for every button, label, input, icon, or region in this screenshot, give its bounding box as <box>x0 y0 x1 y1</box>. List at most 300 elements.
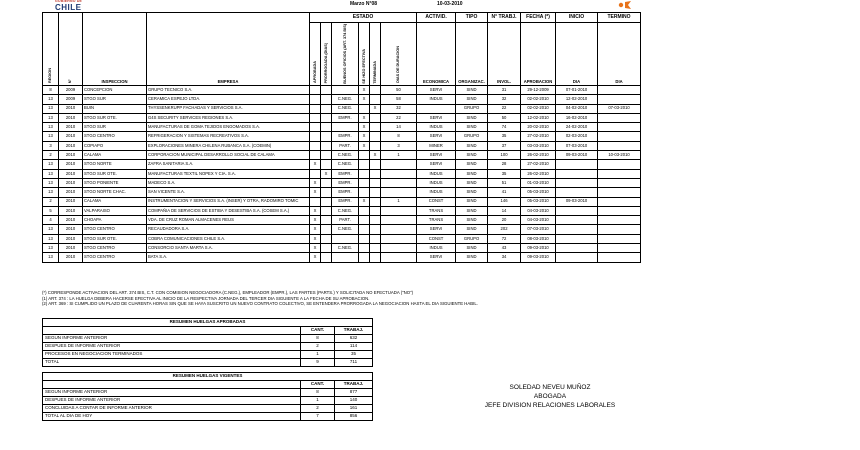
summary-cell-cant: 7 <box>301 413 335 421</box>
cell-efectiva <box>359 151 370 160</box>
cell-dias <box>381 169 417 178</box>
summary-row <box>43 405 373 413</box>
cell-efectiva <box>359 244 370 253</box>
cell-prorrogada <box>321 253 332 262</box>
cell-terminada <box>370 141 381 150</box>
cell-region: 13 <box>43 188 59 197</box>
summary-table-approved <box>42 318 373 367</box>
summary-cell-cant: 1 <box>301 397 335 405</box>
table-row <box>43 151 641 160</box>
cell-fecha-aprobacion: 09-03-2010 <box>521 253 556 262</box>
cell-empresa: G4S SECURITY SERVICES REGIONES S.A. <box>147 113 310 122</box>
cell-empresa: MANUFACTURAS TEXTIL NOPEX Y CIA. S.A. <box>147 169 310 178</box>
table-row <box>43 253 641 262</box>
cell-inicio <box>556 178 598 187</box>
cell-region: 2 <box>43 151 59 160</box>
cell-region: 5 <box>43 206 59 215</box>
summary-table-effective <box>42 372 373 421</box>
summary-cell-label: DESPUES DE INFORME ANTERIOR <box>43 397 301 405</box>
cell-termino <box>598 206 641 215</box>
cell-buenos-oficios <box>332 86 359 95</box>
cell-efectiva: X <box>359 123 370 132</box>
cell-inicio: 02-03-2010 <box>556 132 598 141</box>
table-row <box>43 216 641 225</box>
summary-row <box>43 359 373 367</box>
col-header-inspeccion: INSPECCION <box>83 13 147 86</box>
cell-inicio: 09-03-2010 <box>556 151 598 160</box>
cell-buenos-oficios: PART. <box>332 216 359 225</box>
cell-trab: 34 <box>488 253 521 262</box>
cell-num: 2010 <box>59 141 83 150</box>
cell-fecha-aprobacion: 12-02-2010 <box>521 113 556 122</box>
cell-inicio: 24-02-2010 <box>556 123 598 132</box>
table-row <box>43 188 641 197</box>
cell-trab: 50 <box>488 113 521 122</box>
cell-empresa: MADECO S.A. <box>147 178 310 187</box>
cell-dias <box>381 206 417 215</box>
cell-region: 13 <box>43 132 59 141</box>
cell-trab: 35 <box>488 169 521 178</box>
cell-terminada <box>370 178 381 187</box>
cell-efectiva <box>359 206 370 215</box>
cell-inspeccion: CALAMA <box>83 151 147 160</box>
cell-inicio <box>556 225 598 234</box>
cell-fecha-aprobacion: 04-03-2010 <box>521 206 556 215</box>
summary-cell-cant: 8 <box>301 335 335 343</box>
cell-efectiva <box>359 160 370 169</box>
table-row <box>43 141 641 150</box>
cell-aprobada: X <box>310 244 321 253</box>
cell-dias <box>381 188 417 197</box>
cell-buenos-oficios: EMPR. <box>332 169 359 178</box>
cell-fecha-aprobacion: 27-02-2010 <box>521 132 556 141</box>
cell-inicio: 16-02-2010 <box>556 113 598 122</box>
cell-prorrogada <box>321 113 332 122</box>
cell-prorrogada <box>321 244 332 253</box>
cell-prorrogada <box>321 123 332 132</box>
cell-dias <box>381 244 417 253</box>
cell-tipo: GRUPO <box>456 132 488 141</box>
cell-fecha-aprobacion: 09-03-2010 <box>521 244 556 253</box>
cell-dias <box>381 234 417 243</box>
summary-cell-label: TOTAL AL DIA DE HOY <box>43 413 301 421</box>
cell-inicio: 04-02-2010 <box>556 104 598 113</box>
cell-inicio: 09-03-2010 <box>556 197 598 206</box>
cell-buenos-oficios: C.NEG. <box>332 151 359 160</box>
cell-trab: 100 <box>488 151 521 160</box>
cell-empresa: THYSSENKRUPP FACHADAS Y SERVICIOS S.A. <box>147 104 310 113</box>
subcol-prorrogada: PRORROGADA (DIAS) <box>321 23 332 86</box>
cell-dias: 22 <box>381 113 417 122</box>
summary-row <box>43 351 373 359</box>
cell-prorrogada <box>321 132 332 141</box>
cell-trab: 146 <box>488 197 521 206</box>
cell-fecha-aprobacion: 07-03-2010 <box>521 225 556 234</box>
cell-tipo: SIND <box>456 86 488 95</box>
subcol-invol: INVOL. <box>488 23 521 86</box>
summary-row <box>43 413 373 421</box>
summary-cell-trab: 140 <box>335 397 373 405</box>
cell-aprobada <box>310 197 321 206</box>
summary-effective-spacer <box>43 381 301 389</box>
cell-empresa: ZAFRA SANITARIA S.A. <box>147 160 310 169</box>
cell-region: 4 <box>43 216 59 225</box>
cell-trab: 32 <box>488 95 521 104</box>
cell-termino <box>598 95 641 104</box>
cell-termino <box>598 197 641 206</box>
cell-inspeccion: CALAMA <box>83 197 147 206</box>
cell-inicio: 12-02-2010 <box>556 95 598 104</box>
summary-row <box>43 343 373 351</box>
cell-region: 13 <box>43 225 59 234</box>
cell-actividad: SERVI <box>417 113 456 122</box>
cell-empresa: CONSORCIO SANTA MARTA S.A. <box>147 244 310 253</box>
cell-efectiva <box>359 253 370 262</box>
cell-terminada <box>370 169 381 178</box>
cell-region: 13 <box>43 104 59 113</box>
cell-fecha-aprobacion: 05-03-2010 <box>521 188 556 197</box>
cell-num: 2010 <box>59 132 83 141</box>
subcol-terminada: TERMINADA <box>370 23 381 86</box>
summary-row <box>43 335 373 343</box>
cell-termino <box>598 123 641 132</box>
cell-actividad: MINER <box>417 141 456 150</box>
cell-fecha-aprobacion: 03-03-2010 <box>521 141 556 150</box>
cell-actividad: INDUS <box>417 169 456 178</box>
cell-actividad: CONST <box>417 197 456 206</box>
cell-inspeccion: STGO NORTE CHAC. <box>83 188 147 197</box>
cell-num: 2010 <box>59 169 83 178</box>
cell-termino <box>598 244 641 253</box>
summary-cell-label: TOTAL <box>43 359 301 367</box>
cell-efectiva: X <box>359 86 370 95</box>
cell-trab: 28 <box>488 160 521 169</box>
cell-actividad: INDUS <box>417 244 456 253</box>
signature-block <box>450 383 650 410</box>
cell-tipo: SIND <box>456 95 488 104</box>
table-row <box>43 86 641 95</box>
cell-actividad: INDUS <box>417 178 456 187</box>
logo-text-chile: CHILE <box>55 2 82 12</box>
cell-num: 2010 <box>59 216 83 225</box>
cell-buenos-oficios: C.NEG. <box>332 244 359 253</box>
cell-region: 3 <box>43 141 59 150</box>
summary-approved-spacer <box>43 327 301 335</box>
cell-prorrogada <box>321 141 332 150</box>
cell-num: 2010 <box>59 151 83 160</box>
col-header-actividad: ACTIVID. <box>417 13 456 23</box>
cell-aprobada: X <box>310 234 321 243</box>
cell-buenos-oficios <box>332 123 359 132</box>
cell-region: 13 <box>43 160 59 169</box>
cell-dias: 8 <box>381 132 417 141</box>
cell-trab: 20 <box>488 216 521 225</box>
table-row <box>43 225 641 234</box>
cell-dias <box>381 178 417 187</box>
signature-name: SOLEDAD NEVEU MUÑOZ <box>509 384 591 391</box>
summary-cell-label: DESPUES DE INFORME ANTERIOR <box>43 343 301 351</box>
cell-fecha-aprobacion: 29-12-2009 <box>521 86 556 95</box>
cell-fecha-aprobacion: 01-03-2010 <box>521 178 556 187</box>
cell-aprobada: X <box>310 160 321 169</box>
cell-termino <box>598 225 641 234</box>
cell-buenos-oficios <box>332 234 359 243</box>
cell-num: 2010 <box>59 244 83 253</box>
cell-aprobada <box>310 113 321 122</box>
cell-prorrogada <box>321 234 332 243</box>
cell-region: 13 <box>43 169 59 178</box>
cell-trab: 202 <box>488 225 521 234</box>
cell-trab: 43 <box>488 244 521 253</box>
cell-prorrogada <box>321 216 332 225</box>
cell-inspeccion: VALPARAISO <box>83 206 147 215</box>
cell-inicio: 07-03-2010 <box>556 141 598 150</box>
cell-termino <box>598 188 641 197</box>
cell-aprobada <box>310 123 321 132</box>
cell-terminada <box>370 160 381 169</box>
summary-effective-title: RESUMEN HUELGAS VIGENTES <box>43 373 373 381</box>
cell-termino <box>598 141 641 150</box>
cell-efectiva <box>359 104 370 113</box>
cell-terminada: X <box>370 104 381 113</box>
cell-prorrogada <box>321 95 332 104</box>
table-row <box>43 95 641 104</box>
cell-inicio <box>556 244 598 253</box>
signature-role: ABOGADA <box>533 393 567 400</box>
cell-terminada <box>370 132 381 141</box>
cell-trab: 14 <box>488 206 521 215</box>
cell-tipo: SIND <box>456 225 488 234</box>
cell-prorrogada <box>321 178 332 187</box>
cell-empresa: SAN VICENTE S.A. <box>147 188 310 197</box>
cell-inspeccion: STGO SUR OTE. <box>83 234 147 243</box>
col-header-empresa: EMPRESA <box>147 13 310 86</box>
cell-dias: 50 <box>381 86 417 95</box>
report-date: 10-03-2010 <box>437 1 463 7</box>
cell-actividad: INDUS <box>417 95 456 104</box>
cell-trab: 22 <box>488 104 521 113</box>
table-row <box>43 160 641 169</box>
table-row <box>43 234 641 243</box>
cell-region: 13 <box>43 123 59 132</box>
cell-terminada <box>370 216 381 225</box>
cell-prorrogada <box>321 104 332 113</box>
cell-aprobada: X <box>310 253 321 262</box>
cell-buenos-oficios: PART. <box>332 141 359 150</box>
footnotes <box>42 290 512 307</box>
cell-efectiva: X <box>359 132 370 141</box>
cell-empresa: COMPAÑIA DE SERVICIOS DE ESTIBA Y DESESTIBA S.A. (COSEM S.A.) <box>147 206 310 215</box>
cell-prorrogada <box>321 206 332 215</box>
cell-fecha-aprobacion: 02-02-2010 <box>521 104 556 113</box>
cell-efectiva <box>359 178 370 187</box>
cell-fecha-aprobacion: 26-02-2010 <box>521 151 556 160</box>
report-number: Marzo N°08 <box>350 1 378 7</box>
cell-tipo: SIND <box>456 253 488 262</box>
cell-region: 8 <box>43 86 59 95</box>
cell-fecha-aprobacion: 05-03-2010 <box>521 197 556 206</box>
cell-inicio <box>556 206 598 215</box>
cell-terminada <box>370 197 381 206</box>
col-header-num: N° <box>59 13 83 86</box>
cell-actividad: SERVI <box>417 86 456 95</box>
cell-fecha-aprobacion: 02-02-2010 <box>521 95 556 104</box>
cell-inicio <box>556 160 598 169</box>
cell-region: 13 <box>43 253 59 262</box>
cell-inspeccion: COPIAPO <box>83 141 147 150</box>
footnote-3: (2) ART. 369 : SI CUMPLIDO UN PLAZO DE CUARENTA HORAS SIN QUE SE HAYA SUSCRITO UN NUEVO CONTRATO COLECTIVO, SE ENTENDERA PRORROGADA LA NEGOCIACION HASTA EL DIA SIGUIENTE HABIL. <box>42 301 478 306</box>
summary-approved-col-cant: CANT. <box>301 327 335 335</box>
cell-prorrogada <box>321 86 332 95</box>
cell-buenos-oficios: C.NEG. <box>332 104 359 113</box>
cell-buenos-oficios <box>332 253 359 262</box>
cell-terminada <box>370 244 381 253</box>
cell-terminada <box>370 206 381 215</box>
summary-effective-col-trab: TRABAJ. <box>335 381 373 389</box>
cell-aprobada <box>310 95 321 104</box>
summary-cell-label: SEGUN INFORME ANTERIOR <box>43 389 301 397</box>
cell-tipo: SIND <box>456 169 488 178</box>
cell-tipo: SIND <box>456 188 488 197</box>
cell-empresa: GRUPO TECNICO S.A. <box>147 86 310 95</box>
cell-region: 13 <box>43 234 59 243</box>
cell-aprobada: X <box>310 178 321 187</box>
footnote-1: (*) CORRESPONDE ACTIVACION DEL ART. 374 BIS, C.T. CON COMISION NEGOCIADORA (C.NEG.), EMPLEADOR (EMPR.), LAS PARTES (PARTS.) Y SOLICITADA NO EFECTUADA ("NO") <box>42 290 414 295</box>
cell-region: 2 <box>43 197 59 206</box>
summary-cell-cant: 9 <box>301 359 335 367</box>
cell-termino <box>598 234 641 243</box>
summary-cell-trab: 877 <box>335 389 373 397</box>
government-logo <box>55 0 82 12</box>
cell-empresa: MANUFACTURAS DE GOMA TEJIDOS ENGOMADOS S.A. <box>147 123 310 132</box>
cell-inspeccion: BUIN <box>83 104 147 113</box>
cell-trab: 72 <box>488 234 521 243</box>
table-row <box>43 197 641 206</box>
summary-cell-label: CONCLUIDAS A CONTAR DE INFORME ANTERIOR <box>43 405 301 413</box>
cell-aprobada: X <box>310 225 321 234</box>
cell-inspeccion: STGO SUR OTE. <box>83 169 147 178</box>
strikes-table <box>42 12 641 263</box>
cell-inicio <box>556 169 598 178</box>
cell-tipo: SIND <box>456 197 488 206</box>
cell-terminada <box>370 188 381 197</box>
cell-actividad: SERVI <box>417 151 456 160</box>
cell-termino <box>598 113 641 122</box>
cell-num: 2010 <box>59 206 83 215</box>
summary-cell-trab: 632 <box>335 335 373 343</box>
cell-num: 2010 <box>59 197 83 206</box>
cell-terminada <box>370 253 381 262</box>
cell-termino <box>598 178 641 187</box>
cell-dias: 1 <box>381 151 417 160</box>
cell-efectiva <box>359 169 370 178</box>
cell-terminada <box>370 95 381 104</box>
cell-termino <box>598 216 641 225</box>
cell-dias <box>381 160 417 169</box>
cell-inspeccion: STGO NORTE <box>83 160 147 169</box>
cell-actividad: SERVI <box>417 225 456 234</box>
cell-buenos-oficios: EMPR. <box>332 132 359 141</box>
col-header-trab: N° TRABJ. <box>488 13 521 23</box>
cell-efectiva: X <box>359 113 370 122</box>
cell-inicio <box>556 188 598 197</box>
cell-actividad: SERVI <box>417 253 456 262</box>
summary-approved-col-trab: TRABAJ. <box>335 327 373 335</box>
cell-terminada <box>370 123 381 132</box>
summary-effective-col-cant: CANT. <box>301 381 335 389</box>
cell-actividad: INDUS <box>417 188 456 197</box>
cell-fecha-aprobacion: 20-02-2010 <box>521 123 556 132</box>
cell-tipo: GRUPO <box>456 234 488 243</box>
cell-region: 13 <box>43 95 59 104</box>
table-row <box>43 132 641 141</box>
cell-tipo: SIND <box>456 206 488 215</box>
cell-terminada <box>370 234 381 243</box>
cell-buenos-oficios: EMPR. <box>332 178 359 187</box>
cell-trab: 37 <box>488 141 521 150</box>
cell-prorrogada <box>321 197 332 206</box>
cell-termino: 10-03-2010 <box>598 151 641 160</box>
cell-terminada <box>370 86 381 95</box>
cell-tipo: GRUPO <box>456 104 488 113</box>
cell-actividad: SERVI <box>417 160 456 169</box>
cell-dias: 14 <box>381 123 417 132</box>
cell-efectiva <box>359 234 370 243</box>
table-row <box>43 104 641 113</box>
cell-num: 2010 <box>59 225 83 234</box>
table-row <box>43 206 641 215</box>
cell-region: 13 <box>43 244 59 253</box>
cell-aprobada <box>310 151 321 160</box>
cell-actividad: CONST <box>417 234 456 243</box>
cell-aprobada <box>310 132 321 141</box>
cell-efectiva: X <box>359 141 370 150</box>
cell-actividad: TRANS <box>417 216 456 225</box>
subcol-inicio-dia: DIA <box>556 23 598 86</box>
cell-tipo: SIND <box>456 123 488 132</box>
subcol-termino-dia: DIA <box>598 23 641 86</box>
cell-aprobada: X <box>310 206 321 215</box>
col-header-termino: TERMINO <box>598 13 641 23</box>
cell-num: 2009 <box>59 95 83 104</box>
cell-inspeccion: CONCEPCION <box>83 86 147 95</box>
cell-actividad: TRANS <box>417 206 456 215</box>
cell-empresa: COBRA COMUNICACIONES CHILE S.A. <box>147 234 310 243</box>
table-row <box>43 113 641 122</box>
cell-buenos-oficios: C.NEG. <box>332 95 359 104</box>
cell-termino <box>598 253 641 262</box>
footnote-2: (1) ART. 374 : LA HUELGA DEBERA HACERSE EFECTIVA AL INICIO DE LA RESPECTIVA JORNADA DEL TERCER DIA SIGUIENTE A LA FECHA DE SU APROBACION. <box>42 295 370 301</box>
col-group-estado: ESTADO <box>310 13 417 23</box>
cell-inspeccion: STGO SUR <box>83 95 147 104</box>
col-header-fecha: FECHA (*) <box>521 13 556 23</box>
summary-approved-title: RESUMEN HUELGAS APROBADAS <box>43 319 373 327</box>
cell-empresa: RECAUDADORA S.A. <box>147 225 310 234</box>
table-row <box>43 178 641 187</box>
cell-aprobada <box>310 169 321 178</box>
cell-num: 2010 <box>59 253 83 262</box>
cell-efectiva <box>359 225 370 234</box>
cell-termino <box>598 160 641 169</box>
cell-num: 2009 <box>59 86 83 95</box>
cell-termino <box>598 169 641 178</box>
cell-dias: 1 <box>381 197 417 206</box>
col-header-tipo: TIPO <box>456 13 488 23</box>
cell-efectiva <box>359 188 370 197</box>
col-header-inicio: INICIO <box>556 13 598 23</box>
cell-termino <box>598 132 641 141</box>
cell-buenos-oficios: EMPR. <box>332 113 359 122</box>
